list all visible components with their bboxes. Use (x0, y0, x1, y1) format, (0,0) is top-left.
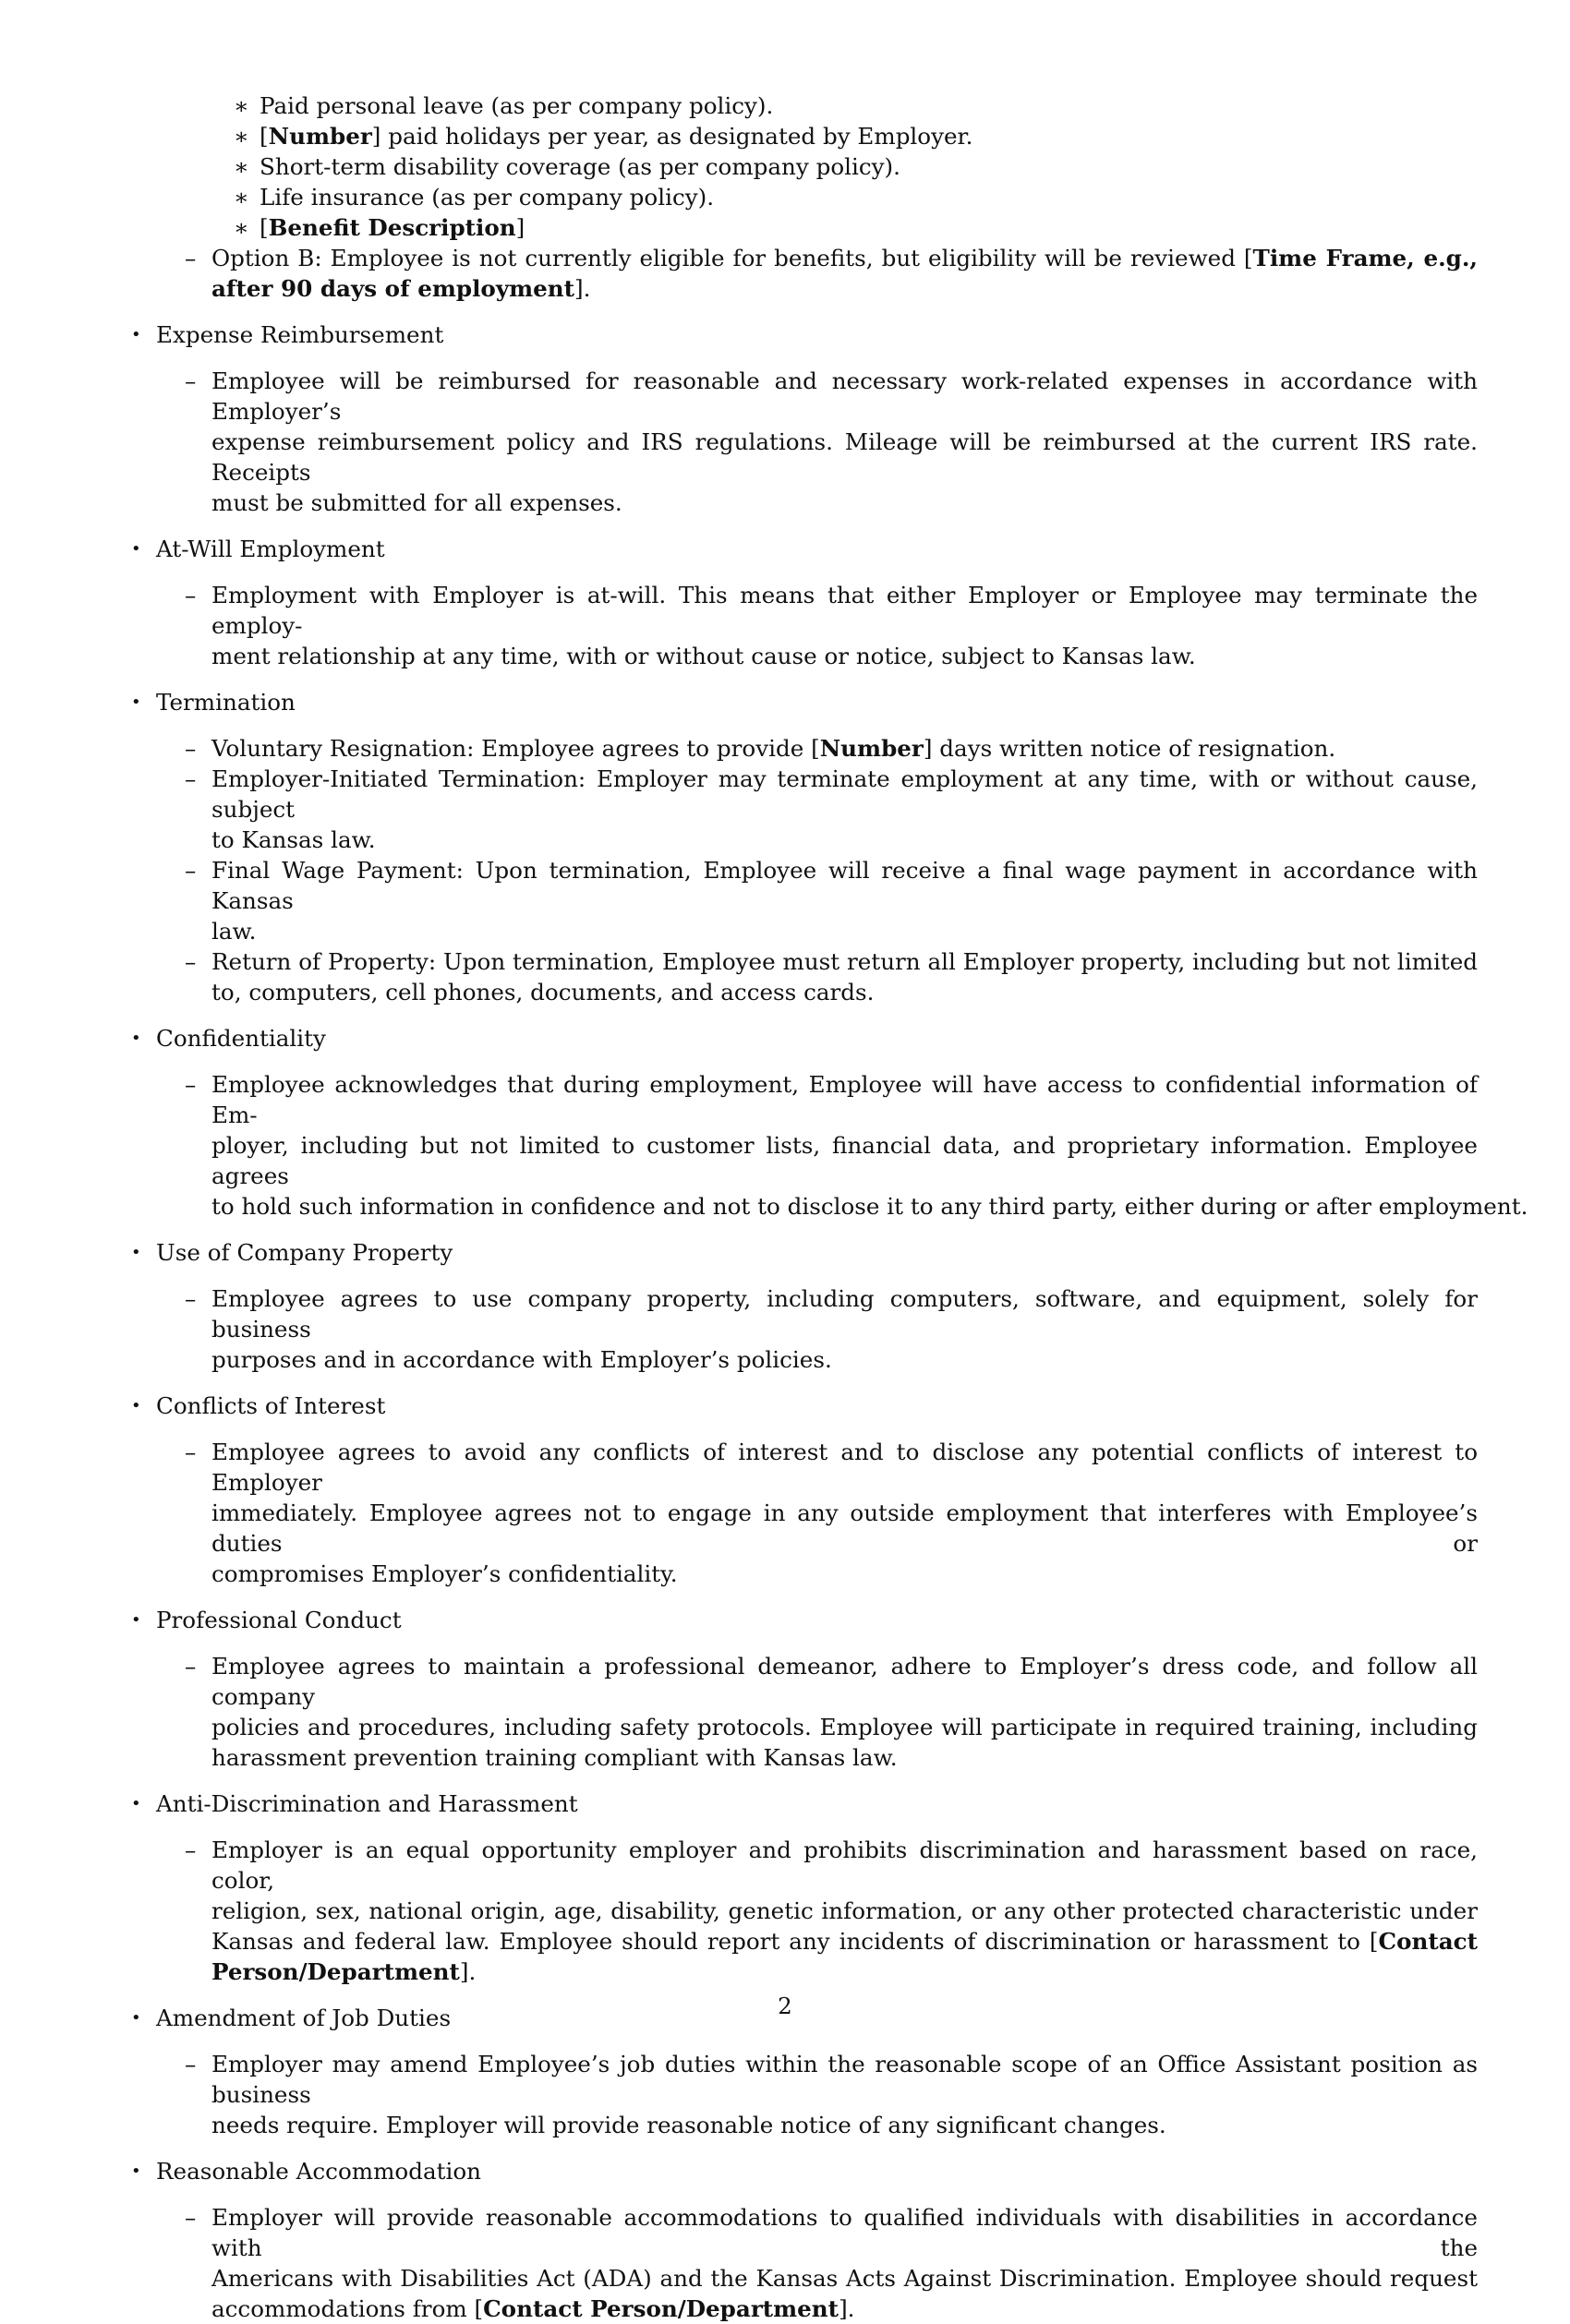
benefit-item: ∗ [Benefit Description] (234, 214, 525, 241)
section-heading: • At-Will Employment (131, 536, 385, 562)
section-heading: • Anti-Discrimination and Harassment (131, 1790, 578, 1817)
termination-return-property: – Return of Property: Upon termination, Employee must return all Employer property, including but not limited to, computers, cell phones, documents, and access cards. (185, 948, 1478, 1005)
section-heading: • Use of Company Property (131, 1239, 453, 1266)
section-heading: • Reasonable Accommodation (131, 2158, 482, 2185)
document-body (131, 90, 1528, 2324)
section-heading: • Amendment of Job Duties (131, 2005, 452, 2031)
benefit-item: ∗ Life insurance (as per company policy). (234, 184, 715, 211)
termination-voluntary: – Voluntary Resignation: Employee agrees to provide [Number] days written notice of resignation. (185, 735, 1336, 762)
section-paragraph: – Employee will be reimbursed for reasonable and necessary work-related expenses in accordance with Employer’s expense reimbursement policy and IRS regulations. Mileage will be reimbursed at the current IRS rate. Receipts must be submitted for all expenses. (185, 367, 1478, 516)
section-heading: • Confidentiality (131, 1025, 326, 1052)
section-heading: • Termination (131, 689, 296, 716)
section-heading: • Expense Reimbursement (131, 321, 444, 348)
section-paragraph: – Employer is an equal opportunity employer and prohibits discrimination and harassment based on race, color, religion, sex, national origin, age, disability, genetic information, or any other protected characteristic under Kansas and federal law. Employee should report any incidents of discrimination or harassment to [Contact Person/Department]. (185, 1836, 1478, 1985)
benefit-item: ∗ [Number] paid holidays per year, as designated by Employer. (234, 123, 973, 150)
section-paragraph: – Employment with Employer is at-will. This means that either Employer or Employee may terminate the employ- ment relationship at any time, with or without cause or notice, subject to Kansas law. (185, 582, 1478, 669)
section-paragraph: – Employee agrees to maintain a professional demeanor, adhere to Employer’s dress code, and follow all company policies and procedures, including safety protocols. Employee will participate in required training, including harassment prevention training compliant with Kansas law. (185, 1653, 1478, 1771)
benefit-item: ∗ Short-term disability coverage (as per company policy). (234, 153, 900, 180)
section-paragraph: – Employer will provide reasonable accommodations to qualified individuals with disabilities in accordance with the Americans with Disabilities Act (ADA) and the Kansas Acts Against Discrimination. Employee should request accommodations from [Contact Person/Department]. (185, 2204, 1478, 2322)
termination-employer: – Employer-Initiated Termination: Employer may terminate employment at any time, with or without cause, subject to Kansas law. (185, 765, 1478, 853)
section-paragraph: – Employer may amend Employee’s job duties within the reasonable scope of an Office Assistant position as business needs require. Employer will provide reasonable notice of any significant changes. (185, 2051, 1478, 2138)
section-heading: • Conflicts of Interest (131, 1392, 386, 1419)
section-heading: • Professional Conduct (131, 1607, 402, 1633)
benefit-item: ∗ Paid personal leave (as per company policy). (234, 92, 774, 119)
page-number: 2 (778, 1993, 792, 2019)
termination-final-wage: – Final Wage Payment: Upon termination, Employee will receive a final wage payment in accordance with Kansas law. (185, 857, 1478, 945)
section-paragraph: – Employee agrees to avoid any conflicts of interest and to disclose any potential conflicts of interest to Employer immediately. Employee agrees not to engage in any outside employment that interferes with Employee’s duties or compromises Employer’s confidentiality. (185, 1439, 1478, 1587)
section-paragraph: – Employee acknowledges that during employment, Employee will have access to confidential information of Em- ployer, including but not limited to customer lists, financial data, and proprietary information. Employee agrees to hold such information in confidence and not to disclose it to any third party, either during or after employment. (185, 1071, 1528, 1220)
section-paragraph: – Employee agrees to use company property, including computers, software, and equipment, solely for business purposes and in accordance with Employer’s policies. (185, 1285, 1478, 1373)
benefit-option-b: – Option B: Employee is not currently eligible for benefits, but eligibility will be reviewed [Time Frame, e.g., after 90 days of employment]. (185, 245, 1478, 302)
